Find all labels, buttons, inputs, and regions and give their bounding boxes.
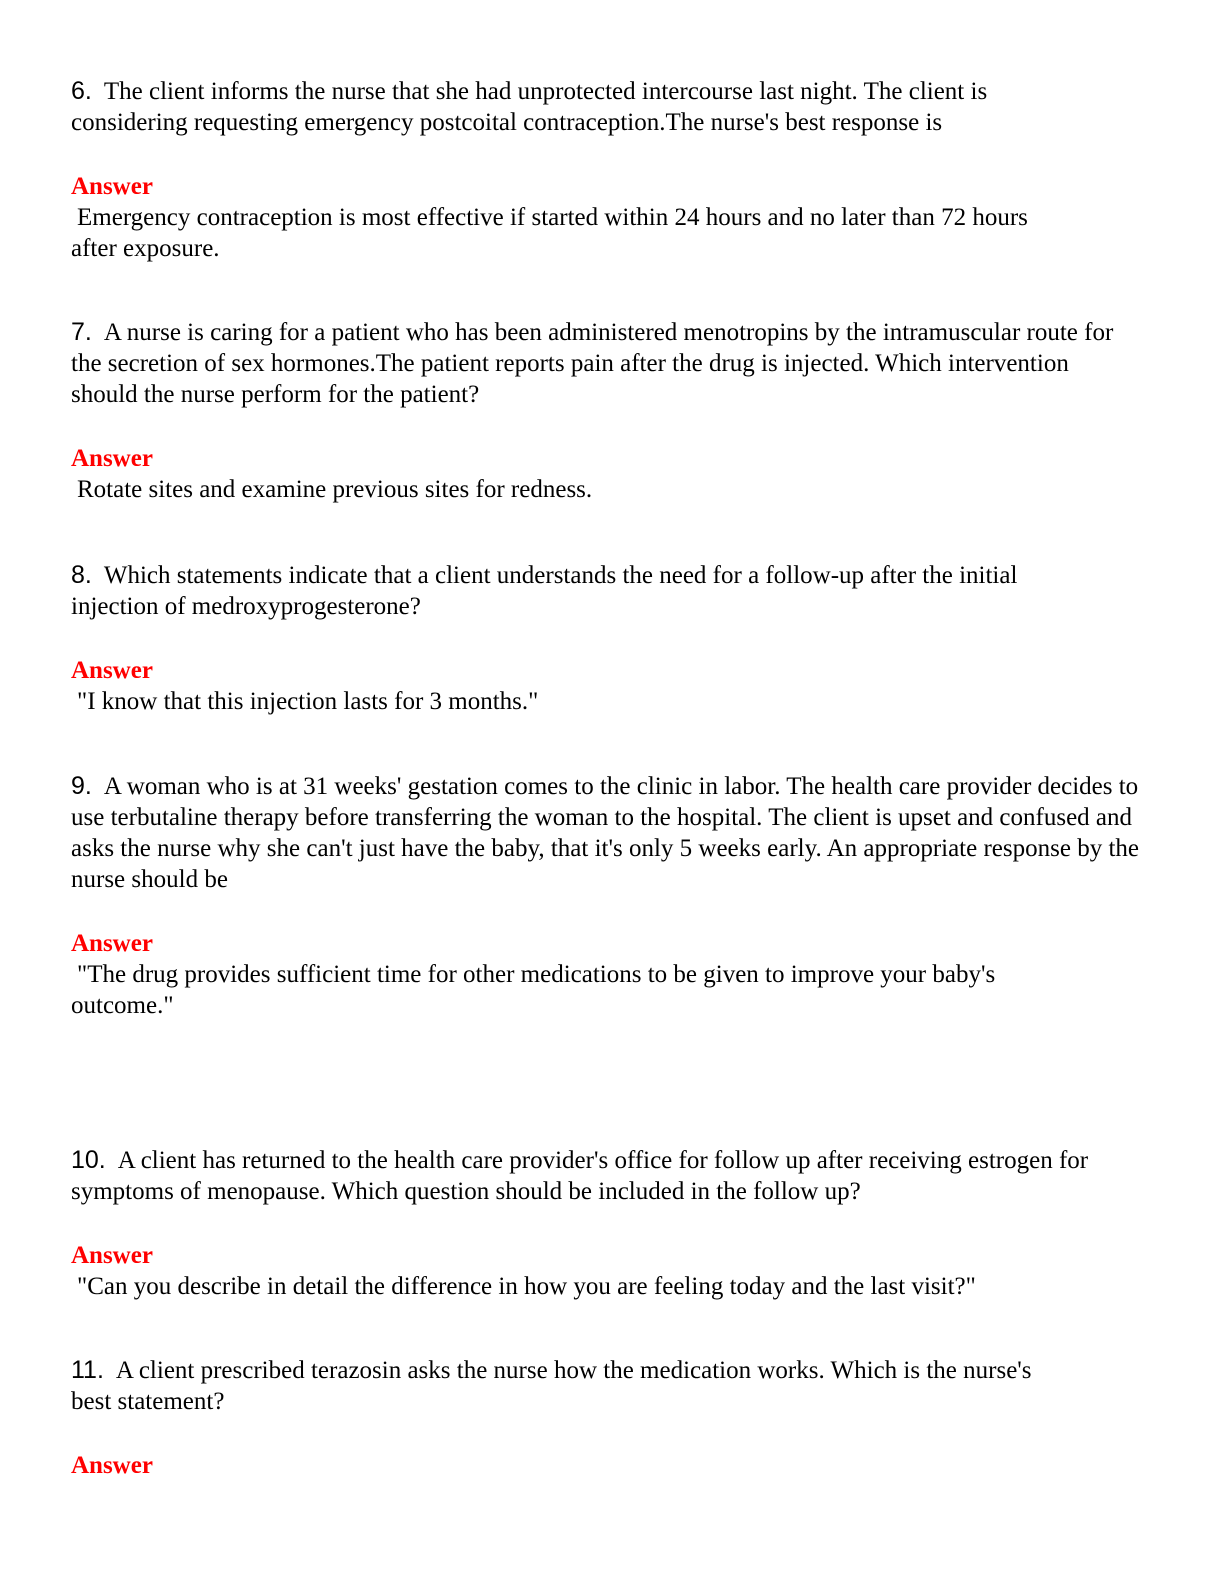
question-block-6 [71, 76, 1146, 264]
question-text [71, 76, 1071, 138]
answer-line: "Can you describe in detail the difference in how you are feeling today and the last visit?" [77, 1273, 976, 1300]
question-text [71, 1355, 1071, 1417]
answer-line: after exposure. [71, 235, 220, 262]
question-text [71, 1145, 1091, 1207]
answer-label: Answer [71, 930, 153, 957]
question-body: Which statements indicate that a client understands the need for a follow-up after the initial injection of medroxyprogesterone? [71, 562, 1018, 620]
question-body: A nurse is caring for a patient who has been administered menotropins by the intramuscular route for the secretion of sex hormones.The patient reports pain after the drug is injected. Which intervention should the nurse perform for the patient? [71, 319, 1114, 408]
answer-text [71, 959, 1146, 1021]
question-text [71, 317, 1141, 410]
question-text [71, 560, 1101, 622]
question-block-11 [71, 1355, 1146, 1481]
question-body: The client informs the nurse that she had unprotected intercourse last night. The client is considering requesting emergency postcoital contraception.The nurse's best response is [71, 78, 988, 136]
question-body: A woman who is at 31 weeks' gestation comes to the clinic in labor. The health care provider decides to use terbutaline therapy before transferring the woman to the hospital. The client is upset and confused and asks the nurse why she can't just have the baby, that it's only 5 weeks early. An appropriate response by the nurse should be [71, 773, 1139, 893]
question-number: 7. [71, 318, 92, 346]
answer-text [71, 1271, 1146, 1302]
answer-label: Answer [71, 445, 153, 472]
question-body: A client has returned to the health care provider's office for follow up after receiving estrogen for symptoms of menopause. Which question should be included in the follow up? [71, 1147, 1089, 1205]
answer-line: Emergency contraception is most effective if started within 24 hours and no later than 72 hours [77, 204, 1028, 231]
question-number: 10. [71, 1146, 106, 1174]
question-number: 6. [71, 77, 92, 105]
question-number: 9. [71, 772, 92, 800]
answer-label: Answer [71, 173, 153, 200]
question-block-9 [71, 771, 1146, 1021]
answer-line: "I know that this injection lasts for 3 months." [77, 688, 539, 715]
question-body: A client prescribed terazosin asks the nurse how the medication works. Which is the nurse's best statement? [71, 1357, 1032, 1415]
answer-label: Answer [71, 1242, 153, 1269]
answer-label: Answer [71, 1452, 153, 1479]
answer-text [71, 686, 1146, 717]
question-block-10 [71, 1145, 1146, 1302]
answer-text [71, 474, 1146, 505]
answer-line: outcome." [71, 992, 174, 1019]
question-block-7 [71, 317, 1146, 505]
answer-label: Answer [71, 657, 153, 684]
answer-text [71, 202, 1146, 264]
question-number: 8. [71, 561, 92, 589]
answer-line: Rotate sites and examine previous sites for redness. [77, 476, 593, 503]
question-number: 11. [71, 1356, 104, 1384]
question-text [71, 771, 1146, 895]
answer-line: "The drug provides sufficient time for other medications to be given to improve your baby's [77, 961, 996, 988]
question-block-8 [71, 560, 1146, 717]
